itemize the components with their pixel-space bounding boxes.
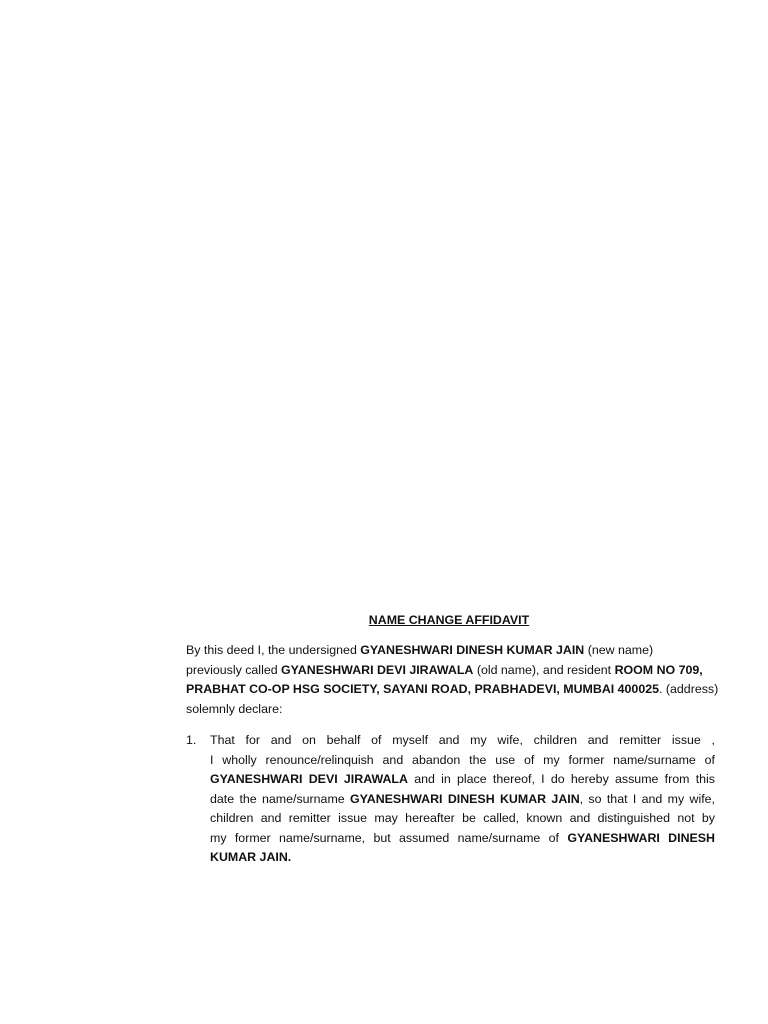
intro-text: solemnly declare: (186, 701, 283, 716)
clause-line (210, 829, 715, 849)
intro-line (186, 661, 726, 681)
clause-text: and in place thereof, I do hereby assume from this (407, 772, 715, 786)
clause-text: date the name/surname (210, 791, 350, 806)
affidavit-title: NAME CHANGE AFFIDAVIT (368, 613, 530, 627)
old-name: GYANESHWARI DEVI JIRAWALA (210, 772, 408, 786)
intro-paragraph (186, 641, 726, 719)
intro-text: (new name) (584, 643, 654, 657)
clause-line (210, 770, 715, 790)
clause-line: children and remitter issue may hereafter be called, known and distinguished not by (210, 811, 715, 825)
clause-number: 1. (186, 733, 197, 747)
clause-line (210, 790, 715, 810)
clause-text: , so that I and my wife, (579, 791, 715, 806)
clause-line (210, 848, 715, 868)
clause-line: I wholly renounce/relinquish and abandon the use of my former name/surname of (210, 752, 715, 767)
intro-text: previously called (186, 662, 282, 677)
intro-text: . (address) (659, 682, 719, 696)
new-name: GYANESHWARI DINESH (567, 830, 715, 845)
clause-1 (186, 731, 716, 868)
clause-body (210, 731, 715, 868)
intro-line (186, 700, 726, 720)
new-name: KUMAR JAIN. (210, 850, 292, 864)
clause-text: my former name/surname, but assumed name/surname of (210, 830, 568, 845)
old-name: GYANESHWARI DEVI JIRAWALA (281, 662, 474, 677)
new-name: GYANESHWARI DINESH KUMAR JAIN (350, 791, 580, 806)
new-name: GYANESHWARI DINESH KUMAR JAIN (360, 643, 585, 657)
address: PRABHAT CO-OP HSG SOCIETY, SAYANI ROAD, PRABHADEVI, MUMBAI 400025 (186, 682, 660, 696)
intro-text: (old name), and resident (473, 662, 615, 677)
clause-line: That for and on behalf of myself and my wife, children and remitter issue , (210, 733, 715, 747)
intro-line (186, 641, 726, 661)
address: ROOM NO 709, (614, 662, 703, 677)
intro-line (186, 680, 726, 700)
intro-text: By this deed I, the undersigned (186, 643, 361, 657)
